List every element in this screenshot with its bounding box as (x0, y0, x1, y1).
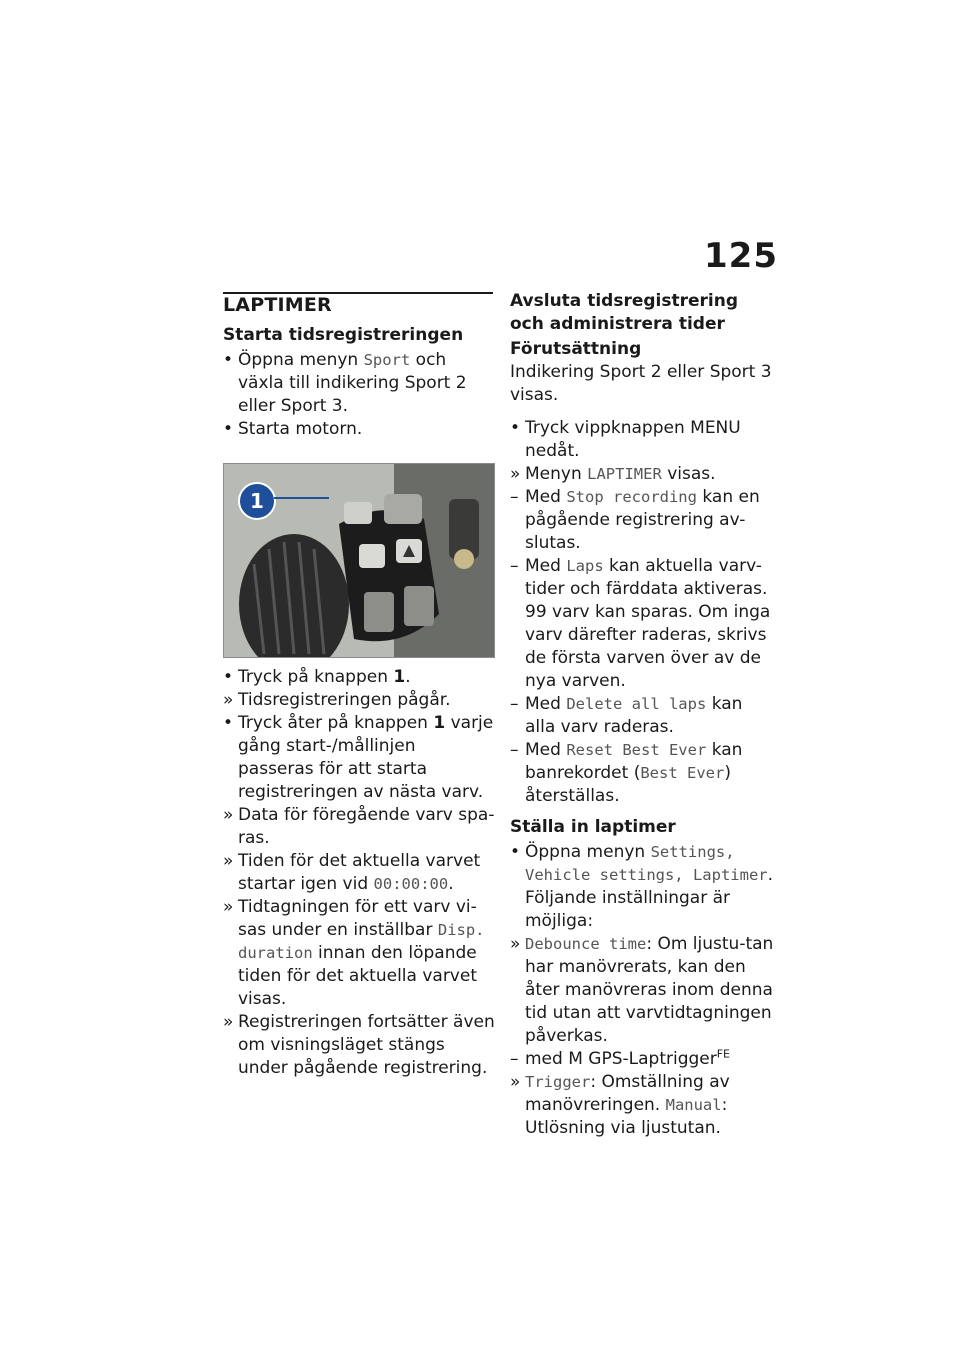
item-bold-ref: 1 (433, 713, 446, 733)
list-item (223, 712, 495, 804)
item-text: Med (525, 487, 567, 507)
menu-term: Debounce time (525, 935, 647, 953)
item-text: Tidsregistreringen pågår. (238, 690, 451, 710)
subsection-settings-title: Ställa in laptimer (510, 817, 676, 837)
list-item (510, 486, 776, 555)
list-item (223, 896, 495, 1011)
item-text: . Följande inställningar är möjliga: (525, 865, 774, 931)
list-item (510, 933, 776, 1048)
item-text: ) återställas. (525, 763, 731, 806)
list-item (223, 418, 495, 441)
list-marker: » (223, 690, 234, 710)
item-text: kan alla varv raderas. (525, 694, 743, 737)
settings-steps (510, 841, 776, 1140)
menu-term: 00:00:00 (373, 875, 449, 893)
left-column (223, 290, 495, 1088)
list-marker: » (223, 897, 234, 917)
item-text: Öppna menyn (238, 350, 364, 370)
list-item (510, 417, 776, 463)
item-text: Registreringen fortsätter även om visningsläget stängs under pågående registrering. (238, 1012, 495, 1078)
list-marker: – (510, 694, 519, 714)
page-number: 125 (704, 236, 778, 276)
menu-term: Settings, Vehicle settings, Laptimer (525, 843, 768, 884)
handlebar-switch-image (223, 463, 495, 658)
list-marker: – (510, 1049, 519, 1069)
list-marker: • (223, 713, 234, 733)
list-marker: • (510, 418, 521, 438)
list-marker: • (223, 667, 234, 687)
item-text: Med (525, 556, 567, 576)
list-item (223, 349, 495, 418)
item-text: Med (525, 694, 567, 714)
start-steps (223, 349, 495, 441)
prerequisite-title: Förutsättning (510, 339, 642, 359)
item-bold-ref: 1 (393, 667, 406, 687)
list-item (510, 739, 776, 808)
list-marker: » (223, 851, 234, 871)
item-text: och växla till indikering Sport 2 eller Sport 3. (238, 350, 467, 416)
item-text: Menyn (525, 464, 588, 484)
item-text: Tiden för det aktuella varvet startar igen vid (238, 851, 481, 894)
section-rule (223, 292, 493, 294)
item-text: : Omställning av manövreringen. (525, 1072, 730, 1115)
item-text: Tidtagningen för ett varv vi-sas under en inställbar (238, 897, 477, 940)
item-text: Tryck på knappen (238, 667, 394, 687)
list-marker: • (223, 350, 234, 370)
item-text: Med (525, 740, 567, 760)
menu-term: Reset Best Ever (566, 741, 707, 759)
item-text: varje gång start-/mållinjen passeras för att starta registreringen av nästa varv. (238, 713, 494, 802)
menu-term: Disp. duration (238, 921, 485, 962)
item-text: Tryck vippknappen MENU nedåt. (525, 418, 741, 461)
list-item (223, 804, 495, 850)
menu-term: Best Ever (640, 764, 725, 782)
manage-steps (510, 417, 776, 808)
item-text: kan en pågående registrering av-slutas. (525, 487, 760, 553)
menu-term: Delete all laps (566, 695, 707, 713)
item-text: kan banrekordet ( (525, 740, 743, 783)
timing-steps (223, 666, 495, 1080)
list-marker: » (510, 464, 521, 484)
list-marker: » (510, 934, 521, 954)
item-text: visas. (661, 464, 716, 484)
menu-term: Stop recording (566, 488, 697, 506)
list-item (510, 555, 776, 693)
list-item (223, 689, 495, 712)
menu-term: LAPTIMER (587, 465, 662, 483)
option-superscript: FE (716, 1047, 731, 1061)
item-text: Data för föregående varv spa-ras. (238, 805, 495, 848)
menu-term: Manual (665, 1096, 722, 1114)
list-marker: » (223, 1012, 234, 1032)
callout-1: 1 (238, 482, 276, 520)
list-item (510, 693, 776, 739)
menu-term: Sport (363, 351, 411, 369)
item-text: kan aktuella varv-tider och färddata aktiveras. 99 varv kan sparas. Om inga varv därefter raderas, skrivs de första varven över av de nya varven. (525, 556, 771, 691)
item-text: : Om ljustu-tan har manövrerats, kan den åter manövreras inom denna tid utan att varvtidtagningen påverkas. (525, 934, 774, 1046)
list-item (510, 841, 776, 933)
item-text: med M GPS-Laptrigger (525, 1049, 717, 1069)
item-text: Öppna menyn (525, 842, 651, 862)
list-item (223, 666, 495, 689)
callout-leader-line (274, 497, 329, 499)
list-marker: » (510, 1072, 521, 1092)
menu-term: Laps (566, 557, 604, 575)
list-marker: – (510, 487, 519, 507)
list-marker: – (510, 556, 519, 576)
list-item (510, 1048, 776, 1071)
right-column (510, 290, 776, 1148)
subsection-stop-title: Avsluta tidsregistrering och administrera tider (510, 291, 738, 334)
list-item (510, 1071, 776, 1140)
section-title: LAPTIMER (223, 294, 332, 316)
item-text: . (405, 667, 411, 687)
item-text: innan den löpande tiden för det aktuella varvet visas. (238, 943, 477, 1009)
item-text: Starta motorn. (238, 419, 363, 439)
list-marker: » (223, 805, 234, 825)
list-item (223, 850, 495, 896)
item-text: Tryck åter på knappen (238, 713, 434, 733)
menu-term: Trigger (525, 1073, 591, 1091)
list-item (223, 1011, 495, 1080)
list-marker: • (510, 842, 521, 862)
item-text: . (448, 874, 454, 894)
item-text: : Utlösning via ljustutan. (525, 1095, 728, 1138)
list-marker: – (510, 740, 519, 760)
list-marker: • (223, 419, 234, 439)
list-item (510, 463, 776, 486)
prerequisite-text: Indikering Sport 2 eller Sport 3 visas. (510, 362, 772, 405)
subsection-start-title: Starta tidsregistreringen (223, 325, 464, 345)
